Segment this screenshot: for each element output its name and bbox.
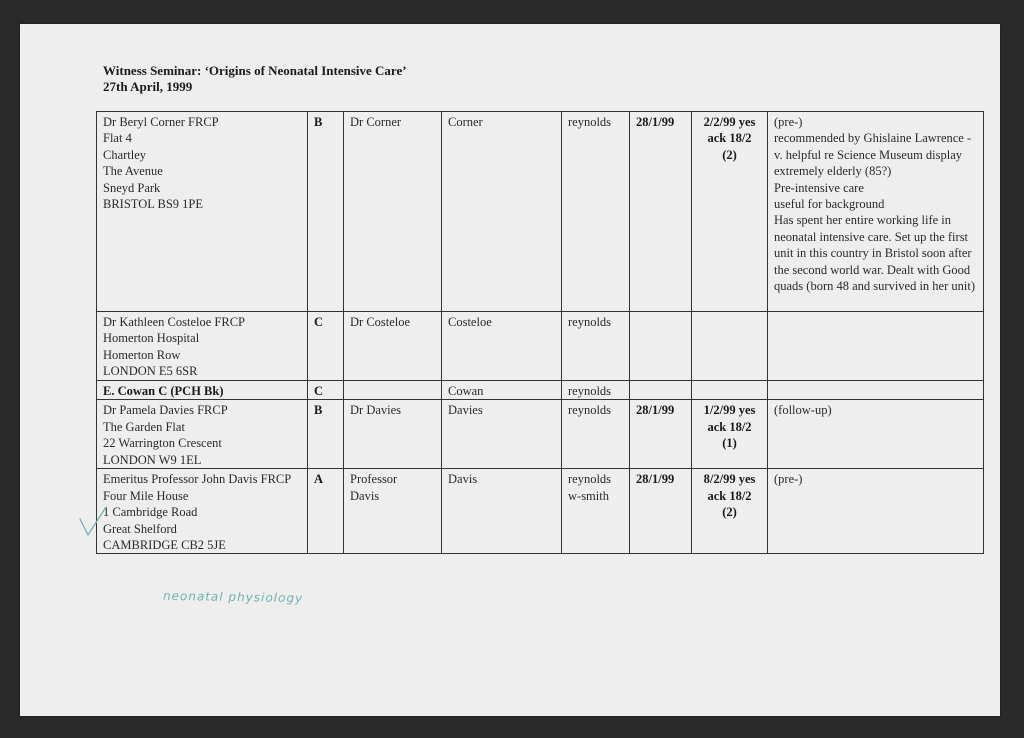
author-cell: reynolds xyxy=(562,381,630,400)
surname-cell: Davis xyxy=(442,469,562,554)
table-row xyxy=(97,469,984,554)
table-row xyxy=(97,312,984,381)
surname-cell: Costeloe xyxy=(442,312,562,381)
title-line-2: 27th April, 1999 xyxy=(103,79,193,94)
salutation-cell xyxy=(344,381,442,400)
address-cell: Dr Pamela Davies FRCP The Garden Flat 22 Warrington Crescent LONDON W9 1EL xyxy=(97,400,308,469)
author-cell: reynolds w-smith xyxy=(562,469,630,554)
reply-cell: 1/2/99 yes ack 18/2 (1) xyxy=(692,400,768,469)
reply-cell: 2/2/99 yes ack 18/2 (2) xyxy=(692,112,768,312)
grade-cell: C xyxy=(308,381,344,400)
salutation-cell: Dr Corner xyxy=(344,112,442,312)
sent-date-cell xyxy=(630,381,692,400)
salutation-cell: Dr Costeloe xyxy=(344,312,442,381)
notes-cell: (pre-) recommended by Ghislaine Lawrence - v. helpful re Science Museum display extremely elderly (85?) Pre-intensive care useful for background Has spent her entire working life in neonatal intensive care. Set up the first unit in this country in Bristol soon after the second world war. Dealt with Good quads (born 48 and survived in her unit) xyxy=(768,112,984,312)
table-row xyxy=(97,381,984,400)
table-row xyxy=(97,112,984,312)
grade-cell: B xyxy=(308,112,344,312)
notes-cell: (follow-up) xyxy=(768,400,984,469)
grade-cell: A xyxy=(308,469,344,554)
grade-cell: B xyxy=(308,400,344,469)
notes-cell: (pre-) xyxy=(768,469,984,554)
salutation-cell: Professor Davis xyxy=(344,469,442,554)
table-row xyxy=(97,400,984,469)
notes-cell xyxy=(768,381,984,400)
invitation-table xyxy=(96,111,984,554)
address-cell: Emeritus Professor John Davis FRCP Four Mile House 1 Cambridge Road Great Shelford CAMBRIDGE CB2 5JE xyxy=(97,469,308,554)
author-cell: reynolds xyxy=(562,312,630,381)
title-line-1: Witness Seminar: ‘Origins of Neonatal Intensive Care’ xyxy=(103,63,407,78)
address-cell: E. Cowan C (PCH Bk) xyxy=(97,381,308,400)
handwritten-note: neonatal physiology xyxy=(162,588,304,606)
salutation-cell: Dr Davies xyxy=(344,400,442,469)
reply-cell xyxy=(692,381,768,400)
author-cell: reynolds xyxy=(562,400,630,469)
reply-cell: 8/2/99 yes ack 18/2 (2) xyxy=(692,469,768,554)
author-cell: reynolds xyxy=(562,112,630,312)
sent-date-cell: 28/1/99 xyxy=(630,112,692,312)
sent-date-cell: 28/1/99 xyxy=(630,400,692,469)
check-mark-icon xyxy=(78,505,108,537)
address-cell: Dr Kathleen Costeloe FRCP Homerton Hospital Homerton Row LONDON E5 6SR xyxy=(97,312,308,381)
grade-cell: C xyxy=(308,312,344,381)
sent-date-cell: 28/1/99 xyxy=(630,469,692,554)
surname-cell: Davies xyxy=(442,400,562,469)
reply-cell xyxy=(692,312,768,381)
surname-cell: Corner xyxy=(442,112,562,312)
sent-date-cell xyxy=(630,312,692,381)
notes-cell xyxy=(768,312,984,381)
surname-cell: Cowan xyxy=(442,381,562,400)
address-cell: Dr Beryl Corner FRCP Flat 4 Chartley The Avenue Sneyd Park BRISTOL BS9 1PE xyxy=(97,112,308,312)
document-title xyxy=(103,63,407,95)
